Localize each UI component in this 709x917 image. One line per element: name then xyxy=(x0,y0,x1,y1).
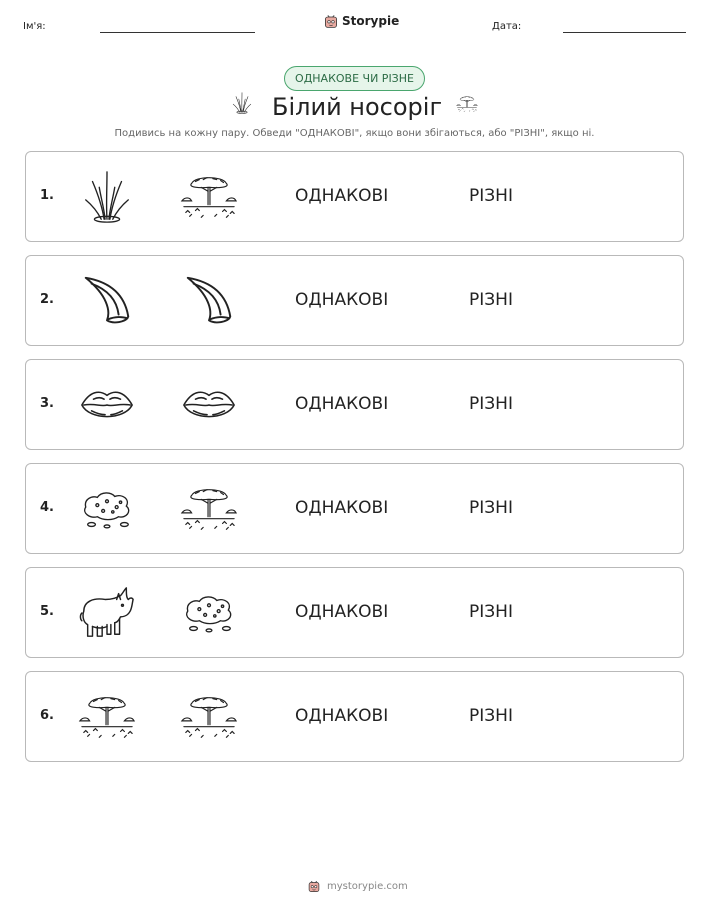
different-option[interactable]: РІЗНІ xyxy=(469,498,513,518)
mud-puddle-icon xyxy=(78,480,136,538)
grass-icon xyxy=(230,91,254,115)
savanna-tree-icon xyxy=(180,688,238,746)
question-number: 3. xyxy=(40,396,54,411)
same-option[interactable]: ОДНАКОВІ xyxy=(295,290,389,310)
question-row xyxy=(25,463,684,554)
horn-icon xyxy=(180,272,238,330)
same-option[interactable]: ОДНАКОВІ xyxy=(295,394,389,414)
footer-url[interactable]: mystorypie.com xyxy=(327,880,408,892)
date-label: Дата: xyxy=(492,21,522,32)
grass-icon xyxy=(78,168,136,226)
date-line[interactable] xyxy=(563,32,686,33)
question-row xyxy=(25,671,684,762)
same-option[interactable]: ОДНАКОВІ xyxy=(295,706,389,726)
savanna-tree-icon xyxy=(180,168,238,226)
footer xyxy=(307,879,408,893)
instructions: Подивись на кожну пару. Обведи "ОДНАКОВІ", якщо вони збігаються, або "РІЗНІ", якщо ні. xyxy=(114,128,595,139)
question-number: 6. xyxy=(40,708,54,723)
name-label: Ім'я: xyxy=(23,21,46,32)
rhino-icon xyxy=(78,584,136,642)
lips-icon xyxy=(78,376,136,434)
different-option[interactable]: РІЗНІ xyxy=(469,706,513,726)
question-row xyxy=(25,359,684,450)
question-row xyxy=(25,151,684,242)
question-number: 2. xyxy=(40,292,54,307)
question-number: 1. xyxy=(40,188,54,203)
lips-icon xyxy=(180,376,238,434)
storypie-mascot-icon xyxy=(307,879,321,893)
storypie-mascot-icon xyxy=(323,13,339,29)
same-option[interactable]: ОДНАКОВІ xyxy=(295,602,389,622)
savanna-tree-icon xyxy=(452,93,482,115)
different-option[interactable]: РІЗНІ xyxy=(469,186,513,206)
storypie-logo xyxy=(323,13,399,29)
same-option[interactable]: ОДНАКОВІ xyxy=(295,498,389,518)
savanna-tree-icon xyxy=(78,688,136,746)
page-title: Білий носоріг xyxy=(272,93,443,121)
question-number: 5. xyxy=(40,604,54,619)
horn-icon xyxy=(78,272,136,330)
different-option[interactable]: РІЗНІ xyxy=(469,602,513,622)
question-row xyxy=(25,255,684,346)
mud-puddle-icon xyxy=(180,584,238,642)
different-option[interactable]: РІЗНІ xyxy=(469,290,513,310)
question-number: 4. xyxy=(40,500,54,515)
question-row xyxy=(25,567,684,658)
worksheet-type-badge: ОДНАКОВЕ ЧИ РІЗНЕ xyxy=(284,66,425,91)
different-option[interactable]: РІЗНІ xyxy=(469,394,513,414)
same-option[interactable]: ОДНАКОВІ xyxy=(295,186,389,206)
name-line[interactable] xyxy=(100,32,255,33)
brand-name: Storypie xyxy=(342,14,400,28)
savanna-tree-icon xyxy=(180,480,238,538)
